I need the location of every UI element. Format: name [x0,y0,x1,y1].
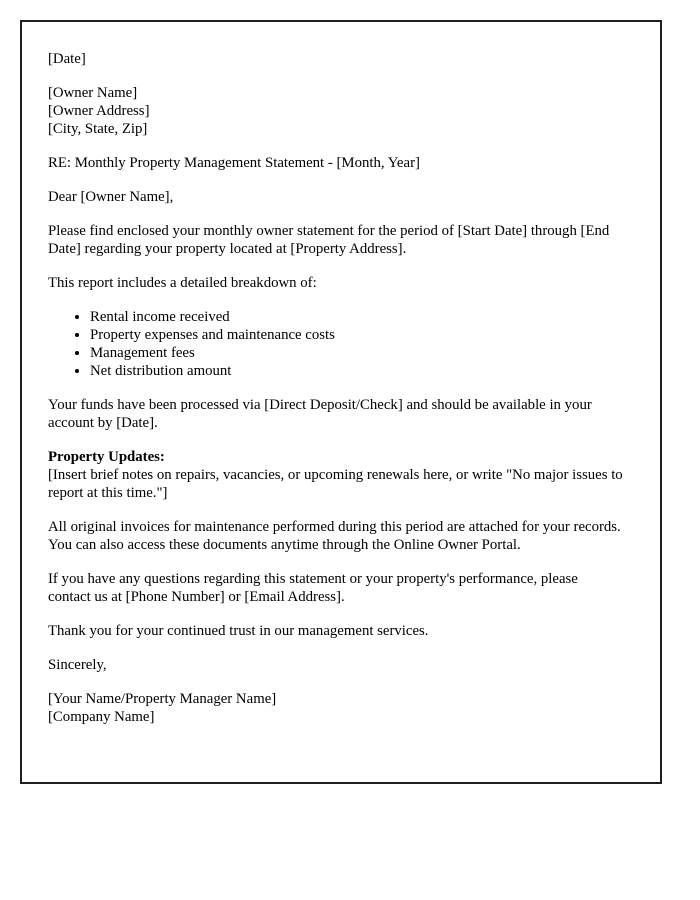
breakdown-list [48,308,624,380]
property-updates-heading: Property Updates: [48,449,165,465]
list-item: • Management fees [90,344,624,362]
breakdown-intro: This report includes a detailed breakdown of: [48,275,317,291]
date-line: [Date] [48,51,86,67]
list-item: • Property expenses and maintenance costs [90,326,624,344]
salutation: Dear [Owner Name], [48,189,174,205]
letter-body [22,22,660,782]
property-updates-section [48,448,624,502]
subject-line: RE: Monthly Property Management Statement - [Month, Year] [48,155,420,171]
funds-paragraph: Your funds have been processed via [Direct Deposit/Check] and should be available in your account by [Date]. [48,397,592,431]
property-updates-body: [Insert brief notes on repairs, vacancies, or upcoming renewals here, or write "No major issues to report at this time."] [48,467,623,501]
list-item: • Rental income received [90,308,624,326]
questions-paragraph: If you have any questions regarding this statement or your property's performance, please contact us at [Phone Number] or [Email Address]. [48,571,578,605]
intro-paragraph: Please find enclosed your monthly owner statement for the period of [Start Date] through [End Date] regarding your property located at [Property Address]. [48,223,610,257]
thanks-paragraph: Thank you for your continued trust in our management services. [48,623,429,639]
signature-name-line: [Your Name/Property Manager Name] [48,691,277,707]
recipient-address-line: [Owner Address] [48,103,150,119]
invoices-paragraph: All original invoices for maintenance performed during this period are attached for your records. You can also access these documents anytime through the Online Owner Portal. [48,519,621,553]
signature-company-line: [Company Name] [48,709,155,725]
recipient-name-line: [Owner Name] [48,85,138,101]
closing: Sincerely, [48,657,107,673]
recipient-city-state-zip-line: [City, State, Zip] [48,121,148,137]
document-page [20,20,662,784]
list-item: • Net distribution amount [90,362,624,380]
signature-block [48,690,624,726]
recipient-block [48,84,624,138]
